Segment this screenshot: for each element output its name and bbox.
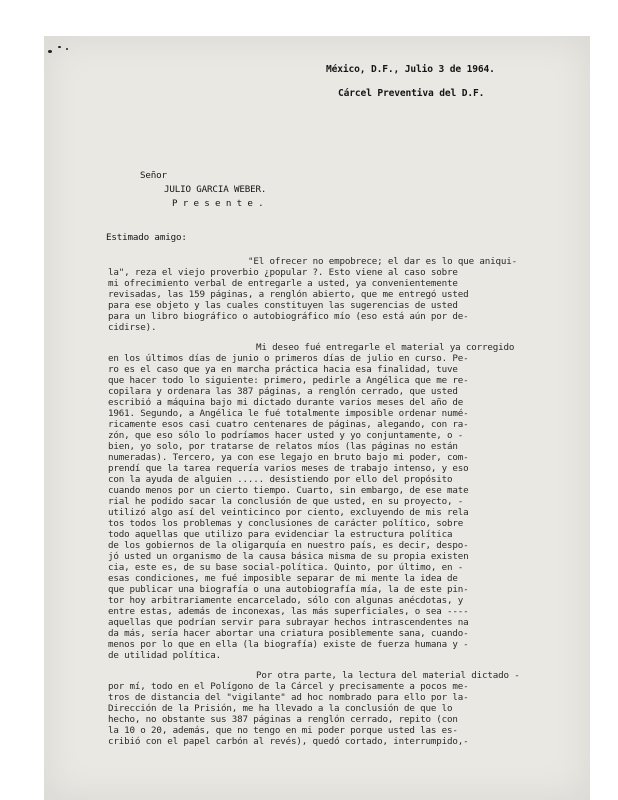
paragraph2-line: escribió a máquina bajo mi dictado durante varios meses del año de (108, 397, 464, 408)
paragraph2-line: esas condiciones, me fué imposible separar de mi mente la idea de (108, 573, 458, 584)
paragraph2-line: ricamente esos casi cuatro centenares de páginas, alegando, con ra- (108, 419, 469, 430)
paragraph2-line: menos por lo que en ella (la biografía) existe de fuerza humana y - (108, 639, 469, 650)
paragraph1-line: cidirse). (108, 322, 157, 333)
paragraph1-line: mi ofrecimiento verbal de entregarle a usted, ya convenientemente (108, 278, 458, 289)
paragraph2-line: utilizó algo así del veinticinco por ciento, excluyendo de mis rela (108, 507, 469, 518)
paragraph2-line: numeradas). Tercero, ya con ese legajo en bruto bajo mi poder, com- (108, 452, 469, 463)
paragraph2-line: da más, sería hacer abortar una criatura posiblemente sana, cuando- (108, 628, 469, 639)
paragraph2-line: jó usted un organismo de la causa básica misma de su propia existen (108, 551, 469, 562)
salutation-title: Señor (140, 170, 167, 181)
paragraph2-line: que hacer todo lo siguiente: primero, pedirle a Angélica que me re- (108, 375, 469, 386)
ink-speck (48, 50, 52, 53)
paragraph2-line: cia, este es, de su base social-política. Quinto, por último, en - (108, 562, 464, 573)
paragraph2-line: en los últimos días de junio o primeros días de julio en curso. Pe- (108, 353, 469, 364)
paragraph2-line: copilara y ordenara las 387 páginas, a renglón cerrado, que usted (108, 386, 458, 397)
paragraph2-line: rial he podido sacar la conclusión de que usted, en su proyecto, - (108, 496, 464, 507)
greeting: Estimado amigo: (106, 232, 187, 243)
paragraph1-line: la", reza el viejo proverbio ¿popular ?. Esto viene al caso sobre (108, 267, 458, 278)
paragraph2-line: Mi deseo fué entregarle el material ya corregido (256, 342, 515, 353)
paragraph2-line: tor hoy arbitrariamente encarcelado, sólo con algunas anécdotas, y (108, 595, 464, 606)
paragraph2-line: zón, que eso sólo lo podríamos hacer usted y yo conjuntamente, o - (108, 430, 464, 441)
paragraph2-line: prendí que la tarea requería varios meses de trabajo intenso, y eso (108, 463, 469, 474)
location: Cárcel Preventiva del D.F. (338, 88, 485, 99)
paragraph2-line: de utilidad política. (108, 650, 222, 661)
recipient-name: JULIO GARCIA WEBER. (164, 184, 267, 195)
paragraph3-line: la 10 o 20, además, que no tengo en mi poder porque usted las es- (108, 725, 458, 736)
paragraph1-line: "El ofrecer no empobrece; el dar es lo que aniqui- (248, 256, 518, 267)
paragraph2-line: 1961. Segundo, a Angélica le fué totalmente imposible ordenar numé- (108, 408, 469, 419)
paragraph1-line: para ese objeto y las cuales constituyen las sugerencias de usted (108, 300, 458, 311)
paragraph3-line: tros de distancia del "vigilante" ad hoc nombrado para ello por la- (108, 692, 469, 703)
paragraph2-line: que publicar una biografía o una autobiografía mía, la de este pin- (108, 584, 469, 595)
paragraph1-line: revisadas, las 159 páginas, a renglón abierto, que me entregó usted (108, 289, 469, 300)
paragraph2-line: entre estas, además de inconexas, las más superficiales, o sea ---- (108, 606, 469, 617)
letter-page (44, 36, 590, 800)
paragraph2-line: de los gobiernos de la oligarquía en nuestro país, es decir, despo- (108, 540, 469, 551)
ink-speck (58, 46, 61, 48)
paragraph2-line: aquellas que podrían servir para subrayar hechos intrascendentes na (108, 617, 469, 628)
paragraph2-line: ro es el caso que ya en marcha práctica hacia esa finalidad, tuve (108, 364, 458, 375)
paragraph3-line: cribió con el papel carbón al revés), quedó cortado, interrumpido,- (108, 736, 469, 747)
paragraph3-line: hecho, no obstante sus 387 páginas a renglón cerrado, repito (con (108, 714, 458, 725)
paragraph3-line: por mí, todo en el Polígono de la Cárcel y precisamente a pocos me- (108, 681, 469, 692)
paragraph3-line: Dirección de la Prisión, me ha llevado a la conclusión de que lo (108, 703, 453, 714)
paragraph2-line: bien, yo solo, por tratarse de relatos míos (las páginas no están (108, 441, 458, 452)
paragraph1-line: para un libro biográfico o autobiográfico mío (eso está aún por de- (108, 311, 469, 322)
ink-speck (66, 48, 68, 50)
presente: P r e s e n t e . (172, 198, 264, 209)
paragraph2-line: todo aquellas que utilizo para evidenciar la estructura política (108, 529, 453, 540)
paragraph2-line: cuando menos por un cierto tiempo. Cuarto, sin embargo, de ese mate (108, 485, 469, 496)
place-date: México, D.F., Julio 3 de 1964. (326, 64, 495, 75)
paragraph2-line: con la ayuda de alguien ..... desistiendo por ello del propósito (108, 474, 453, 485)
paragraph3-line: Por otra parte, la lectura del material dictado - (256, 670, 520, 681)
paragraph2-line: tos todos los problemas y conclusiones de carácter político, sobre (108, 518, 464, 529)
